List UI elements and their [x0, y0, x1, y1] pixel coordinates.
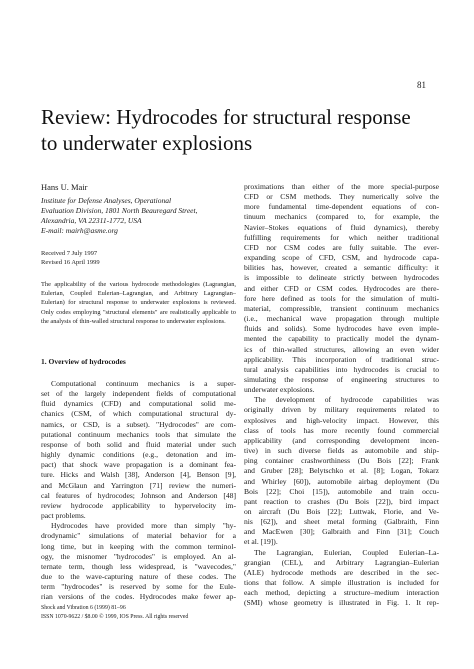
- text-line: ternate term, though less widespread, is "wavecodes,": [41, 561, 236, 571]
- text-line: highly dynamic conditions (e.g., detonation and im-: [41, 450, 236, 460]
- article-title: [41, 104, 441, 156]
- text-line: (i.e., mechanical wave propagation through multiple: [244, 314, 439, 324]
- text-line: Bois [22]; Choi [15]), automobile and train occu-: [244, 486, 439, 496]
- text-line: grangian (CEL), and Arbitrary Lagrangian–Eulerian: [244, 557, 439, 567]
- text-line: tural analysis capabilities into hydrocodes is crucial to: [244, 364, 439, 374]
- text-line: mented the capability to practically model the dynam-: [244, 334, 439, 344]
- text-line: The development of hydrocode capabilities was: [254, 395, 439, 405]
- text-line: long time, but in keeping with the common terminol-: [41, 541, 236, 551]
- text-line: response of both solid and fluid material under such: [41, 439, 236, 449]
- text-line: chanics (CSM, of which computational structural dy-: [41, 409, 236, 419]
- text-line: and Gruber [28]; Belytschko et al. [8]; Logan, Tokarz: [244, 466, 439, 476]
- text-line: originally driven by military requirements related to: [244, 405, 439, 415]
- author-email: E-mail: mairh@asme.org: [41, 226, 118, 235]
- right-column-text: [244, 182, 439, 609]
- text-line: fluids and solids). Some hydrocodes have even imple-: [244, 324, 439, 334]
- text-line: The Lagrangian, Eulerian, Coupled Eulerian–La-: [254, 547, 439, 557]
- affiliation-line: Evaluation Division, 1801 North Beauregard Street,: [41, 206, 198, 215]
- text-line: CFD or CSM methods. They numerically solve the: [244, 192, 439, 202]
- text-line: drodynamic" simulations of material behavior for a: [41, 531, 236, 541]
- revised-date: Revised 16 April 1999: [41, 259, 100, 266]
- text-line: review hydrocode applicability to hypervelocity im-: [41, 500, 236, 510]
- journal-footer: [41, 604, 188, 622]
- title-line-2: to underwater explosions: [41, 131, 253, 155]
- text-line: namics, or CSD, is a subset). "Hydrocodes" are com-: [41, 419, 236, 429]
- text-line: Hydrocodes have provided more than simply "hy-: [51, 521, 236, 531]
- text-line: bilities has, however, created a semantic difficulty: it: [244, 263, 439, 273]
- text-line: expanding scope of CFD, CSM, and hydrocode capa-: [244, 253, 439, 263]
- text-line: applicability. This incorporation of traditional struc-: [244, 354, 439, 364]
- section-heading: 1. Overview of hydrocodes: [41, 357, 126, 366]
- text-line: pant reaction to crashes (Du Bois [22]), bird impact: [244, 496, 439, 506]
- text-line: underwater explosions.: [244, 385, 315, 395]
- text-line: applicability (and corresponding development incen-: [244, 435, 439, 445]
- affiliation-line: Institute for Defense Analyses, Operational: [41, 196, 172, 205]
- text-line: fore here defined as tools for the simulation of multi-: [244, 293, 439, 303]
- text-line: tions that follow. A simple illustration is included for: [244, 578, 439, 588]
- text-line: pact) that shock wave propagation is a dominant fea-: [41, 460, 236, 470]
- text-line: ture. Hicks and Walsh [38], Anderson [4], Benson [9],: [41, 470, 236, 480]
- page-number: 81: [417, 80, 426, 90]
- text-line: simulating the response of engineering structures to: [244, 374, 439, 384]
- article-dates: [41, 249, 100, 267]
- text-line: ics of thin-walled structures, allowing an even wider: [244, 344, 439, 354]
- text-line: tive) in such diverse fields as automobile and ship-: [244, 446, 439, 456]
- text-line: ogy, the misnomer "hydrocodes" is employed. An al-: [41, 551, 236, 561]
- author-name: Hans U. Mair: [41, 182, 88, 192]
- text-line: rian versions of the codes. Hydrocodes make fewer ap-: [41, 592, 236, 602]
- text-line: Computational continuum mechanics is a super-: [51, 379, 236, 388]
- text-line: putational continuum mechanics tools that simulate the: [41, 429, 236, 439]
- text-line: material, compressible, transient continuum mechanics: [244, 303, 439, 313]
- author-affiliation: [41, 196, 236, 236]
- text-line: nis [62]), and sheet metal forming (Galbraith, Finn: [244, 517, 439, 527]
- text-line: and Whirley [60]), automobile airbag deployment (Du: [244, 476, 439, 486]
- text-line: pact problems.: [41, 511, 86, 521]
- text-line: set of the largely independent fields of computational: [41, 389, 236, 399]
- text-line: more fundamental time-dependent equations of con-: [244, 202, 439, 212]
- text-line: class of tools has more recently found commercial: [244, 425, 439, 435]
- title-line-1: Review: Hydrocodes for structural response: [41, 105, 411, 129]
- text-line: each method, depicting a structure–medium interaction: [244, 588, 439, 598]
- text-line: fulfilling requirements for which neither traditional: [244, 232, 439, 242]
- text-line: tinuum mechanics (compared to, for example, the: [244, 212, 439, 222]
- abstract: The applicability of the various hydrocode methodologies (Lagrangian, Eulerian, Coupled Eulerian–Lagrangian, and Arbitrary Lagrangian–Eulerian) for structural response to underwater explosions is reviewed. Only codes employing "structural elements" are realistically applicable to the analysis of thin-walled structural response to underwater explosions.: [41, 281, 236, 325]
- text-line: and either CFD or CSM codes. Hydrocodes are there-: [244, 283, 439, 293]
- received-date: Received 7 July 1997: [41, 250, 98, 257]
- text-line: CFD nor CSM codes are fully suitable. The ever-: [244, 242, 439, 252]
- text-line: et al. [19]).: [244, 537, 278, 547]
- text-line: and McGlaun and Yarrington [71] review the numeri-: [41, 480, 236, 490]
- text-line: Navier–Stokes equations of fluid dynamics), thereby: [244, 222, 439, 232]
- text-line: explosives and high-velocity impact. However, this: [244, 415, 439, 425]
- journal-citation: Shock and Vibration 6 (1999) 81–96: [41, 605, 126, 611]
- left-column-text: [41, 379, 236, 602]
- text-line: proximations than either of the more special-purpose: [244, 182, 439, 191]
- text-line: and MacEwen [30]; Galbraith and Finn [31]; Couch: [244, 527, 439, 537]
- text-line: on aircraft (Du Bois [22]; Luttwak, Florie, and Ve-: [244, 507, 439, 516]
- text-line: due to the wave-capturing nature of these codes. The: [41, 571, 236, 581]
- text-line: cal features of hydrocodes; Johnson and Anderson [48]: [41, 490, 236, 500]
- text-line: ping container crashworthiness (Du Bois [22]; Frank: [244, 456, 439, 466]
- affiliation-line: Alexandria, VA 22311-1772, USA: [41, 216, 142, 225]
- text-line: fluid dynamics (CFD) and computational solid me-: [41, 399, 236, 409]
- text-line: is impossible to delineate strictly between hydrocodes: [244, 273, 439, 283]
- text-line: (SMI) whose geometry is illustrated in Fig. 1. It rep-: [244, 598, 439, 608]
- text-line: (ALE) hydrocode methods are described in the sec-: [244, 567, 439, 577]
- issn-copyright: ISSN 1070-9622 / $8.00 © 1999, IOS Press. All rights reserved: [41, 614, 189, 620]
- text-line: term "hydrocodes" is reserved by some for the Eule-: [41, 582, 236, 592]
